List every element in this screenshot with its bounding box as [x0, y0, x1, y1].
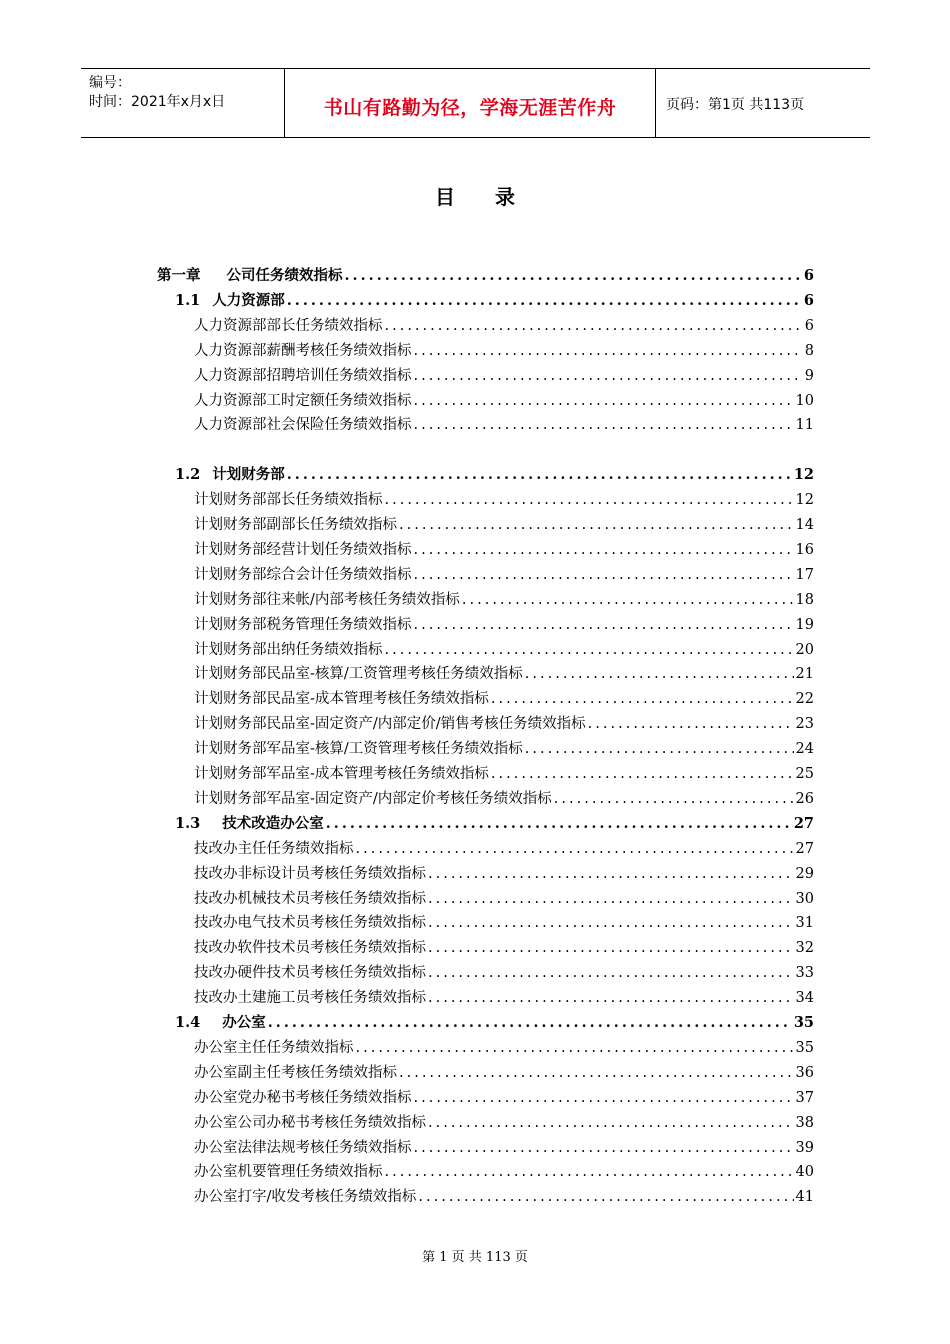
item-title: 技改办硬件技术员考核任务绩效指标 — [194, 965, 426, 982]
header-motto-cell — [285, 69, 656, 137]
toc-entry-title — [175, 1011, 266, 1032]
date-label: 时间：2021年x月x日 — [89, 94, 226, 110]
toc-leader-dots — [385, 1164, 794, 1180]
item-title: 办公室法律法规考核任务绩效指标 — [194, 1139, 412, 1156]
toc-leader-dots — [356, 1040, 794, 1056]
toc-entry-title — [194, 1061, 397, 1082]
section-number: 1.4 — [175, 1014, 201, 1031]
toc-page-number: 38 — [795, 1114, 814, 1131]
title-char-1: 目 — [435, 185, 455, 209]
toc-page-number: 14 — [795, 517, 814, 533]
toc-page-number: 41 — [795, 1189, 814, 1206]
toc-page-number: 16 — [795, 541, 814, 558]
toc-entry-title — [194, 1136, 412, 1157]
toc-page-number: 36 — [795, 1064, 814, 1081]
chapter-title: 公司任务绩效指标 — [226, 267, 343, 284]
toc-leader-dots — [554, 791, 794, 807]
toc-item[interactable] — [194, 389, 814, 413]
toc-page-number: 19 — [795, 616, 814, 633]
item-title: 计划财务部军品室-核算/工资管理考核任务绩效指标 — [194, 741, 523, 758]
toc-page-number: 40 — [795, 1164, 814, 1181]
toc-item[interactable] — [194, 862, 814, 886]
item-title: 人力资源部部长任务绩效指标 — [194, 317, 383, 334]
toc-page-number: 35 — [793, 1014, 814, 1031]
toc-leader-dots — [399, 517, 794, 533]
toc-item[interactable] — [194, 762, 814, 786]
toc-entry-title — [194, 887, 426, 908]
toc-entry-title — [194, 986, 426, 1007]
item-title: 技改办非标设计员考核任务绩效指标 — [194, 865, 426, 882]
toc-leader-dots — [268, 1014, 792, 1031]
toc-entry-title — [194, 837, 354, 858]
toc-chapter[interactable] — [157, 264, 814, 288]
toc-leader-dots — [428, 990, 794, 1006]
toc-item[interactable] — [194, 662, 814, 686]
item-title: 计划财务部部长任务绩效指标 — [194, 492, 383, 509]
toc-item[interactable] — [194, 339, 814, 363]
toc-page-number: 26 — [795, 790, 814, 807]
toc-leader-dots — [414, 1140, 794, 1156]
toc-item[interactable] — [194, 513, 814, 537]
toc-item[interactable] — [194, 1036, 814, 1060]
toc-page-number: 6 — [804, 317, 814, 334]
toc-item[interactable] — [194, 588, 814, 612]
toc-page-number: 39 — [795, 1139, 814, 1156]
page-info: 页码：第1页 共113页 — [666, 97, 805, 113]
toc-section[interactable] — [175, 289, 814, 313]
toc-page-number: 24 — [795, 741, 814, 758]
section-number: 1.2 — [175, 466, 201, 484]
item-title: 技改办软件技术员考核任务绩效指标 — [194, 940, 426, 957]
item-title: 办公室公司办秘书考核任务绩效指标 — [194, 1114, 426, 1131]
toc-leader-dots — [414, 567, 794, 583]
toc-item[interactable] — [194, 712, 814, 736]
toc-entry-title — [194, 1086, 412, 1107]
toc-leader-dots — [287, 466, 792, 483]
toc-entry-title — [194, 936, 426, 957]
toc-leader-dots — [414, 1090, 794, 1106]
toc-entry-title — [175, 812, 324, 833]
toc-page-number: 37 — [795, 1089, 814, 1106]
header-page-cell — [656, 69, 870, 137]
toc-page-number: 27 — [795, 840, 814, 857]
toc-section[interactable] — [175, 1011, 814, 1035]
item-title: 计划财务部综合会计任务绩效指标 — [194, 566, 412, 583]
toc-item[interactable] — [194, 613, 814, 637]
item-title: 办公室打字/收发考核任务绩效指标 — [194, 1189, 417, 1206]
section-number: 1.3 — [175, 814, 201, 832]
toc-page-number: 12 — [793, 466, 814, 484]
item-title: 人力资源部社会保险任务绩效指标 — [194, 417, 412, 434]
motto: 书山有路勤为径，学海无涯苦作舟 — [323, 97, 617, 119]
toc-entry-title — [194, 513, 397, 534]
toc-page-number: 18 — [795, 591, 814, 608]
item-title: 办公室党办秘书考核任务绩效指标 — [194, 1089, 412, 1106]
toc-entry-title — [194, 1185, 416, 1206]
item-title: 计划财务部往来帐/内部考核任务绩效指标 — [194, 591, 460, 608]
toc-leader-dots — [414, 542, 794, 558]
page-title — [0, 181, 950, 210]
toc-page-number: 6 — [803, 267, 814, 284]
toc-leader-dots — [588, 716, 794, 732]
toc-leader-dots — [428, 1115, 794, 1131]
number-label: 编号： — [89, 75, 131, 91]
toc-entry-title — [175, 289, 285, 310]
toc-item[interactable] — [194, 488, 814, 512]
toc-entry-title — [194, 314, 383, 335]
item-title: 技改办机械技术员考核任务绩效指标 — [194, 890, 426, 907]
item-title: 计划财务部出纳任务绩效指标 — [194, 641, 383, 658]
toc-item[interactable] — [194, 687, 814, 711]
toc-page-number: 33 — [795, 965, 814, 982]
item-title: 计划财务部经营计划任务绩效指标 — [194, 541, 412, 558]
item-title: 人力资源部工时定额任务绩效指标 — [194, 392, 412, 409]
toc-entry-title — [194, 339, 412, 360]
toc-item[interactable] — [194, 1111, 814, 1135]
toc-entry-title — [194, 588, 460, 609]
toc-leader-dots — [525, 741, 794, 757]
toc-entry-title — [194, 563, 412, 584]
toc-entry-title — [194, 687, 489, 708]
item-title: 办公室主任任务绩效指标 — [194, 1039, 354, 1056]
toc-leader-dots — [491, 691, 794, 707]
toc-page-number: 12 — [795, 492, 814, 509]
document-header — [81, 68, 870, 138]
toc-entry-title — [194, 762, 489, 783]
toc-item[interactable] — [194, 638, 814, 662]
toc-page-number: 21 — [795, 666, 814, 683]
toc-entry-title — [194, 737, 523, 758]
toc-page-number: 22 — [795, 691, 814, 708]
toc-page-number: 10 — [795, 392, 814, 409]
item-title: 办公室机要管理任务绩效指标 — [194, 1164, 383, 1181]
toc-item[interactable] — [194, 837, 814, 861]
toc-entry-title — [194, 488, 383, 509]
toc-leader-dots — [356, 841, 794, 857]
toc-page-number: 23 — [795, 716, 814, 733]
toc-page-number: 29 — [795, 865, 814, 882]
toc-page-number: 31 — [795, 915, 814, 932]
toc-leader-dots — [428, 940, 794, 956]
toc-section[interactable] — [175, 812, 814, 836]
toc-leader-dots — [428, 915, 794, 931]
toc-leader-dots — [414, 343, 803, 359]
toc-item[interactable] — [194, 1136, 814, 1160]
item-title: 人力资源部薪酬考核任务绩效指标 — [194, 342, 412, 359]
toc-entry-title — [194, 389, 412, 410]
toc-item[interactable] — [194, 936, 814, 960]
toc-section[interactable] — [175, 463, 814, 487]
item-title: 技改办主任任务绩效指标 — [194, 840, 354, 857]
toc-page-number: 34 — [795, 990, 814, 1007]
page-footer: 第 1 页 共 113 页 — [422, 1250, 528, 1265]
toc-item[interactable] — [194, 787, 814, 811]
toc-entry-title — [194, 911, 426, 932]
item-title: 技改办土建施工员考核任务绩效指标 — [194, 990, 426, 1007]
toc-item[interactable] — [194, 1086, 814, 1110]
item-title: 办公室副主任考核任务绩效指标 — [194, 1064, 397, 1081]
toc-entry-title — [194, 613, 412, 634]
toc-entry-title — [194, 1160, 383, 1181]
toc-page-number: 30 — [795, 890, 814, 907]
item-title: 人力资源部招聘培训任务绩效指标 — [194, 367, 412, 384]
section-title: 计划财务部 — [212, 466, 285, 484]
toc-entry-title — [194, 1111, 426, 1132]
toc-leader-dots — [287, 292, 802, 309]
toc-entry-title — [194, 961, 426, 982]
toc-leader-dots — [326, 815, 792, 832]
toc-item[interactable] — [194, 1160, 814, 1184]
toc-page-number: 35 — [795, 1039, 814, 1056]
toc-page-number: 8 — [804, 342, 814, 359]
toc-page-number: 6 — [803, 291, 814, 309]
chapter-label: 第一章 — [157, 267, 201, 284]
item-title: 计划财务部军品室-固定资产/内部定价考核任务绩效指标 — [194, 790, 552, 807]
toc-entry-title — [194, 413, 412, 434]
toc-entry-title — [194, 1036, 354, 1057]
toc-entry-title — [175, 463, 285, 484]
toc-leader-dots — [428, 965, 794, 981]
item-title: 计划财务部军品室-成本管理考核任务绩效指标 — [194, 766, 489, 782]
item-title: 计划财务部民品室-核算/工资管理考核任务绩效指标 — [194, 666, 523, 683]
toc-entry-title — [194, 662, 523, 683]
item-title: 计划财务部副部长任务绩效指标 — [194, 517, 397, 533]
item-title: 计划财务部民品室-固定资产/内部定价/销售考核任务绩效指标 — [194, 716, 586, 733]
item-title: 计划财务部税务管理任务绩效指标 — [194, 616, 412, 633]
toc-leader-dots — [385, 318, 803, 334]
toc-item[interactable] — [194, 986, 814, 1010]
toc-page-number: 9 — [804, 367, 814, 384]
toc-leader-dots — [418, 1189, 793, 1205]
toc-entry-title — [194, 638, 383, 659]
section-title: 技术改造办公室 — [222, 814, 324, 832]
toc-item[interactable] — [194, 887, 814, 911]
toc-leader-dots — [414, 393, 794, 409]
toc-item[interactable] — [194, 737, 814, 761]
toc-entry-title — [194, 712, 586, 733]
toc-leader-dots — [414, 617, 794, 633]
section-title: 办公室 — [222, 1014, 266, 1031]
toc-leader-dots — [399, 1065, 794, 1081]
section-title: 人力资源部 — [212, 291, 285, 309]
toc-item[interactable] — [194, 563, 814, 587]
toc-leader-dots — [414, 417, 794, 433]
toc-leader-dots — [385, 492, 794, 508]
toc-leader-dots — [428, 891, 794, 907]
toc-page-number: 25 — [795, 766, 814, 782]
toc-entry-title — [194, 364, 412, 385]
toc-page-number: 27 — [793, 814, 814, 832]
toc-item[interactable] — [194, 314, 814, 338]
toc-page-number: 11 — [795, 417, 814, 434]
toc-leader-dots — [385, 642, 794, 658]
toc-entry-title — [157, 264, 343, 285]
toc-leader-dots — [345, 267, 802, 284]
toc-leader-dots — [428, 866, 794, 882]
toc-leader-dots — [414, 368, 803, 384]
toc-item[interactable] — [194, 961, 814, 985]
toc-item[interactable] — [194, 911, 814, 935]
title-char-2: 录 — [495, 185, 515, 209]
item-title: 技改办电气技术员考核任务绩效指标 — [194, 915, 426, 932]
toc-item[interactable] — [194, 413, 814, 437]
toc-page-number: 17 — [795, 566, 814, 583]
toc-item[interactable] — [194, 1061, 814, 1085]
toc-item[interactable] — [194, 1185, 814, 1209]
toc-page-number: 32 — [795, 940, 814, 957]
toc-item[interactable] — [194, 364, 814, 388]
header-meta-cell — [81, 69, 285, 137]
toc-entry-title — [194, 862, 426, 883]
toc-leader-dots — [462, 592, 794, 608]
toc-entry-title — [194, 538, 412, 559]
toc-entry-title — [194, 787, 552, 808]
toc-page-number: 20 — [795, 641, 814, 658]
item-title: 计划财务部民品室-成本管理考核任务绩效指标 — [194, 691, 489, 708]
toc-item[interactable] — [194, 538, 814, 562]
toc-leader-dots — [525, 666, 794, 682]
section-number: 1.1 — [175, 291, 201, 309]
toc-leader-dots — [491, 766, 794, 782]
